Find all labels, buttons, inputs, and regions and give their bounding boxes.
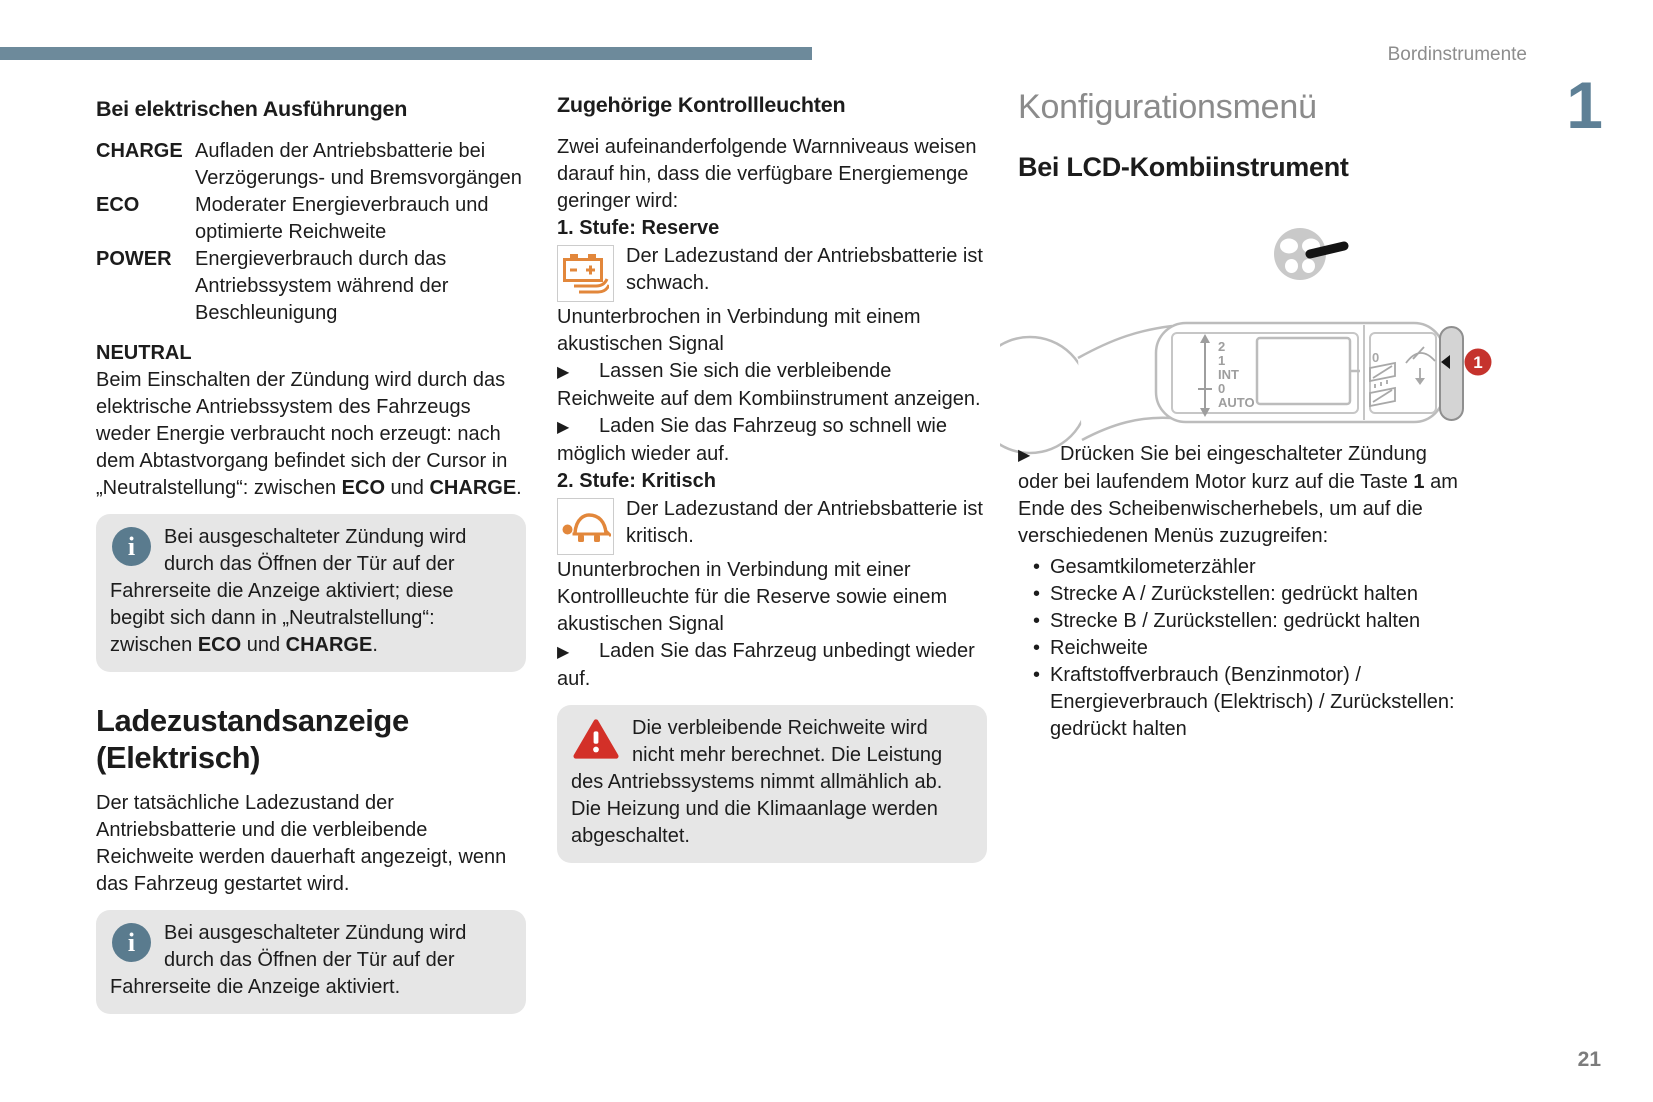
badge-number: 1 bbox=[1473, 353, 1483, 372]
arrow-marker-icon: ▶ bbox=[557, 419, 570, 436]
mode-definition: Energieverbrauch durch das Antriebssystem während der Beschleunigung bbox=[195, 248, 449, 324]
turtle-icon bbox=[561, 508, 611, 546]
heading-lcd-instrument: Bei LCD-Kombiinstrument bbox=[1018, 152, 1349, 182]
page-number: 21 bbox=[1577, 1048, 1601, 1071]
action-text: Lassen Sie sich die verbleibende Reichweite auf dem Kombiinstrument anzeigen. bbox=[557, 360, 981, 410]
configuration-menu-text bbox=[1018, 441, 1460, 743]
chapter-number: 1 bbox=[1566, 68, 1603, 142]
stage2-action-1 bbox=[557, 638, 987, 693]
arrow-marker-icon: ▶ bbox=[557, 644, 570, 661]
action-text: Laden Sie das Fahrzeug so schnell wie möglich wieder auf. bbox=[557, 415, 947, 465]
neutral-label: NEUTRAL bbox=[96, 342, 192, 364]
scale-label: INT bbox=[1218, 367, 1239, 382]
info-text: . bbox=[372, 634, 378, 656]
scale-label: AUTO bbox=[1218, 395, 1255, 410]
menu-item-list bbox=[1018, 554, 1460, 743]
warning-box-range bbox=[557, 705, 987, 863]
stage1-note: Ununterbrochen in Verbindung mit einem akustischen Signal bbox=[557, 306, 921, 355]
stage2-note: Ununterbrochen in Verbindung mit einer Kontrollleuchte für die Reserve sowie einem akustischen Signal bbox=[557, 559, 948, 635]
info-text: und bbox=[241, 634, 286, 656]
stage1-title: 1. Stufe: Reserve bbox=[557, 217, 720, 239]
scale-label: 1 bbox=[1218, 353, 1226, 368]
column-configuration-menu bbox=[1018, 88, 1460, 183]
eco-term: ECO bbox=[341, 477, 385, 499]
warning-triangle-icon bbox=[573, 718, 619, 760]
top-accent-bar bbox=[0, 47, 812, 60]
warning-text-2: Die Heizung und die Klimaanlage werden abgeschaltet. bbox=[571, 798, 938, 847]
heading-charge-level-indicator: Ladezustandsanzeige (Elektrisch) bbox=[96, 703, 409, 775]
action-text: Laden Sie das Fahrzeug unbedingt wieder auf. bbox=[557, 640, 975, 690]
info-text: Bei ausgeschalteter Zündung wird durch das Öffnen der Tür auf der Fahrerseite die Anzeige aktiviert; diese begibt sich dann in „Neutralstellung“: zwischen bbox=[110, 526, 467, 656]
wiper-off-label: 0 bbox=[1372, 350, 1380, 365]
eco-term: ECO bbox=[197, 634, 242, 656]
bullet-icon: • bbox=[1033, 556, 1041, 578]
info-box-text: Bei ausgeschalteter Zündung wird durch das Öffnen der Tür auf der Fahrerseite die Anzeige aktiviert. bbox=[110, 922, 467, 998]
neutral-text: und bbox=[385, 477, 430, 499]
mode-term: POWER bbox=[96, 248, 172, 270]
callout-badge-1 bbox=[1465, 349, 1492, 376]
menu-item bbox=[1033, 581, 1460, 608]
heading-warning-lamps: Zugehörige Kontrollleuchten bbox=[557, 93, 846, 117]
menu-instruction bbox=[1018, 441, 1460, 550]
stage2-title: 2. Stufe: Kritisch bbox=[557, 470, 716, 492]
stage2-telltale-text: Der Ladezustand der Antriebsbatterie ist kritisch. bbox=[626, 498, 983, 547]
neutral-paragraph bbox=[96, 367, 526, 502]
charge-level-paragraph: Der tatsächliche Ladezustand der Antriebsbatterie und die verbleibende Reichweite werden dauerhaft angezeigt, wenn das Fahrzeug gestartet wird. bbox=[96, 792, 507, 895]
info-icon: i bbox=[112, 923, 151, 962]
stage1-telltale-row bbox=[557, 242, 987, 304]
info-box-text bbox=[110, 526, 466, 656]
bullet-icon: • bbox=[1033, 610, 1041, 632]
scale-label: 0 bbox=[1218, 381, 1226, 396]
neutral-text: . bbox=[516, 477, 522, 499]
instruction-text: Drücken Sie bei eingeschalteter Zündung oder bei laufendem Motor kurz auf die Taste bbox=[1018, 443, 1427, 493]
column-warning-lamps bbox=[557, 92, 987, 863]
battery-telltale-frame bbox=[557, 245, 614, 302]
menu-item bbox=[1033, 608, 1460, 635]
menu-item bbox=[1033, 554, 1460, 581]
warning-lamps-intro: Zwei aufeinanderfolgende Warnniveaus weisen darauf hin, dass die verfügbare Energiemenge geringer wird: bbox=[557, 136, 977, 212]
menu-item-label: Strecke A / Zurückstellen: gedrückt halten bbox=[1050, 583, 1418, 605]
stalk-end-button bbox=[1440, 327, 1463, 420]
menu-item bbox=[1033, 635, 1460, 662]
arrow-marker-icon: ▶ bbox=[557, 364, 570, 381]
stage1-telltale-text: Der Ladezustand der Antriebsbatterie ist schwach. bbox=[626, 245, 983, 294]
info-icon: i bbox=[112, 527, 151, 566]
section-header-label: Bordinstrumente bbox=[1387, 44, 1527, 65]
menu-item-label: Kraftstoffverbrauch (Benzinmotor) / Energieverbrauch (Elektrisch) / Zurückstellen: gedrückt halten bbox=[1050, 664, 1455, 740]
column-electric-versions bbox=[96, 96, 526, 1014]
bullet-icon: • bbox=[1033, 664, 1041, 686]
arrow-marker-icon: ▶ bbox=[1018, 447, 1031, 464]
mode-row-charge bbox=[96, 138, 526, 192]
charge-term: CHARGE bbox=[285, 634, 373, 656]
stage2-telltale-row bbox=[557, 495, 987, 557]
steering-column-outline bbox=[1000, 337, 1088, 453]
button-1-reference: 1 bbox=[1413, 471, 1425, 493]
wiper-stalk-illustration bbox=[1000, 212, 1500, 455]
mode-row-eco bbox=[96, 192, 526, 246]
steering-wheel-icon bbox=[1274, 228, 1344, 280]
charge-term: CHARGE bbox=[429, 477, 517, 499]
heading-configuration-menu: Konfigurationsmenü bbox=[1018, 88, 1317, 126]
menu-item bbox=[1033, 662, 1460, 743]
bullet-icon: • bbox=[1033, 583, 1041, 605]
warning-text-1: Die verbleibende Reichweite wird nicht mehr berechnet. Die Leistung des Antriebssystems nimmt allmählich ab. bbox=[571, 717, 943, 793]
info-box-neutral-display bbox=[96, 514, 526, 672]
mode-row-power bbox=[96, 246, 526, 327]
info-box-display-activation bbox=[96, 910, 526, 1014]
scale-label: 2 bbox=[1218, 339, 1226, 354]
menu-item-label: Gesamtkilometerzähler bbox=[1050, 556, 1256, 578]
heading-electric-versions: Bei elektrischen Ausführungen bbox=[96, 97, 408, 121]
mode-definition: Aufladen der Antriebsbatterie bei Verzögerungs- und Bremsvorgängen bbox=[195, 140, 522, 189]
mode-definition: Moderater Energieverbrauch und optimierte Reichweite bbox=[195, 194, 489, 243]
battery-stack-icon bbox=[563, 253, 609, 295]
turtle-telltale-frame bbox=[557, 498, 614, 555]
menu-item-label: Strecke B / Zurückstellen: gedrückt halten bbox=[1050, 610, 1421, 632]
stalk-display bbox=[1257, 338, 1350, 404]
stage1-action-2 bbox=[557, 413, 987, 468]
bullet-icon: • bbox=[1033, 637, 1041, 659]
drive-mode-list bbox=[96, 138, 526, 327]
mode-term: ECO bbox=[96, 194, 140, 216]
stage1-action-1 bbox=[557, 358, 987, 413]
menu-item-label: Reichweite bbox=[1050, 637, 1148, 659]
mode-term: CHARGE bbox=[96, 140, 183, 162]
instruction-text: am Ende des Scheibenwischerhebels, um auf die verschiedenen Menüs zuzugreifen: bbox=[1018, 471, 1458, 547]
neutral-text: Beim Einschalten der Zündung wird durch das elektrische Antriebssystem des Fahrzeugs weder Energie verbraucht noch erzeugt: nach dem Abtastvorgang befindet sich der Cursor in „Neutralstellung“: zwischen bbox=[96, 369, 508, 499]
